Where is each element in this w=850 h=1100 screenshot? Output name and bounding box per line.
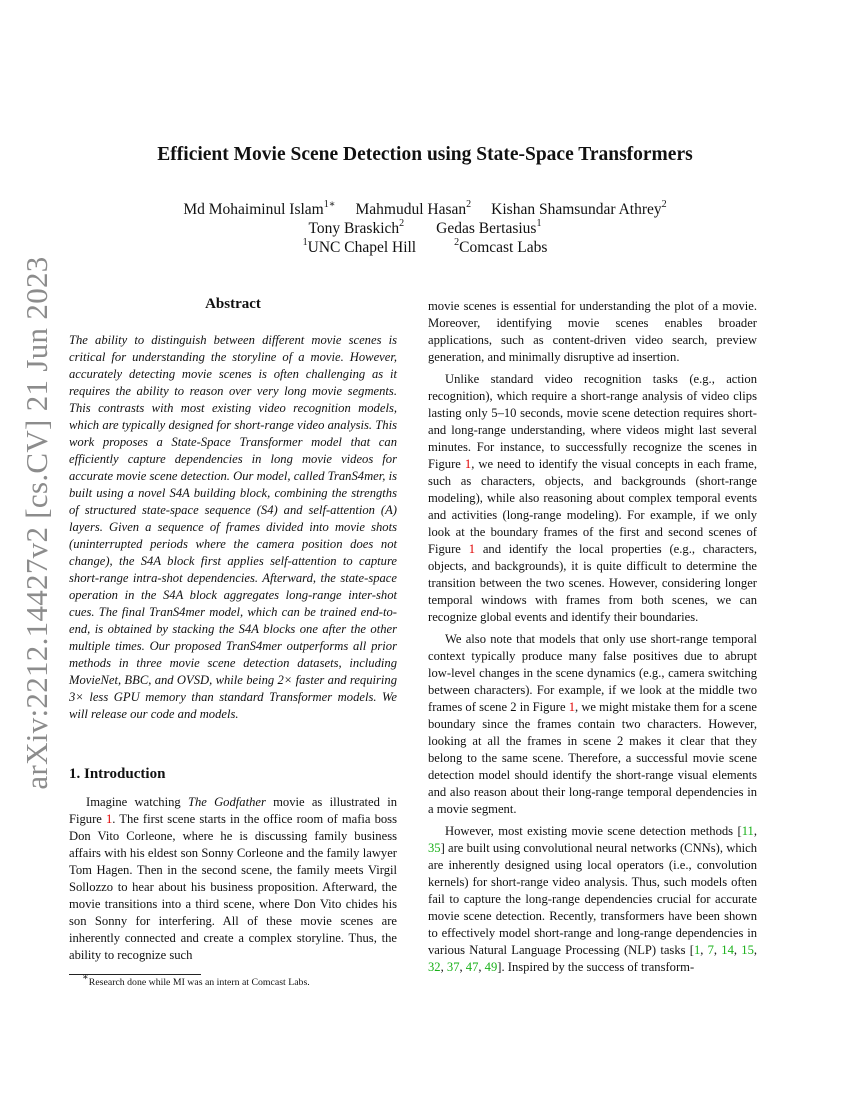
figure-ref-link[interactable]: 1 — [464, 457, 472, 471]
affiliation-sup: 1 — [302, 236, 308, 248]
citation-link[interactable]: 1 — [693, 943, 701, 957]
right-column — [428, 298, 757, 981]
author-name: Md Mohaiminul Islam — [183, 201, 324, 218]
authors-line-1 — [0, 200, 850, 220]
citation-link[interactable]: 47 — [465, 960, 479, 974]
citation-link[interactable]: 11 — [741, 824, 754, 838]
author-sup: 2 — [661, 198, 667, 210]
author-sup: 1 — [536, 217, 542, 229]
figure-ref-link[interactable]: 1 — [105, 812, 113, 826]
footnote-mark: ∗ — [82, 971, 89, 983]
author-name: Gedas Bertasius — [436, 220, 537, 237]
affiliation-name: UNC Chapel Hill — [307, 239, 417, 256]
arxiv-stamp — [19, 255, 54, 790]
citation-link[interactable]: 15 — [741, 943, 754, 957]
citation-link[interactable]: 35 — [428, 841, 441, 855]
figure-ref-link[interactable]: 1 — [568, 700, 575, 714]
citation-link[interactable]: 49 — [484, 960, 498, 974]
footnote — [82, 971, 310, 988]
author-name: Tony Braskich — [308, 220, 400, 237]
figure-ref-link[interactable]: 1 — [468, 542, 475, 556]
paper-title: Efficient Movie Scene Detection using State-Space Transformers — [157, 144, 693, 165]
introduction-body — [69, 794, 397, 964]
right-paragraph-1: movie scenes is essential for understanding the plot of a movie. Moreover, identifying movie scenes enables broader applications, such as content-driven video search, preview generation, and minimally disruptive ad insertion. — [428, 299, 757, 364]
abstract-heading: Abstract — [205, 296, 261, 312]
author-sup: 1∗ — [323, 198, 336, 210]
abstract-body — [69, 332, 397, 723]
arxiv-stamp-text: arXiv:2212.14427v2 [cs.CV] 21 Jun 2023 — [19, 255, 54, 790]
introduction-heading: 1. Introduction — [69, 766, 166, 782]
right-paragraph-4: However, most existing movie scene detection methods [11, 35] are built using convolutional neural networks (CNNs), which are inherently designed using local operators (i.e., convolution kernels) for short-range video analysis. Thus, such models often fail to capture the long-range dependencies crucial for accurate movie scene detection. Recently, transformers have been shown to effectively model short-range and long-range dependencies in various Natural Language Processing (NLP) tasks [1, 7, 14, 15, 32, 37, 47, 49]. Inspired by the success of transform- — [428, 824, 758, 974]
citation-link[interactable]: 32 — [428, 960, 441, 974]
author-sup: 2 — [399, 217, 405, 229]
affiliation-sup: 2 — [454, 236, 460, 248]
right-paragraph-2: Unlike standard video recognition tasks (e.g., action recognition), which require a short-range analysis of video clips lasting only 5–10 seconds, movie scene detection requires short- and long-range understanding, where videos might last several minutes. For instance, to successfully recognize the scenes in Figure 1, we need to identify the visual concepts in each frame, such as characters, objects, and backgrounds (short-range modeling), while also reasoning about complex temporal events and activities (long-range modeling). For example, if we only look at the boundary frames of the first and second scenes of Figure 1 and identify the local properties (e.g., characters, objects, and backgrounds), it is quite difficult to determine the transition between the two scenes. However, considering longer temporal windows with frames from both scenes, we can recognize global events and identify their boundaries. — [428, 372, 757, 624]
author-sup: 2 — [466, 198, 472, 210]
affiliations — [0, 238, 850, 258]
intro-paragraph-1: Imagine watching The Godfather movie as illustrated in Figure 1. The first scene starts in the office room of mafia boss Don Vito Corleone, where he is discussing family business affairs with his eldest son Sonny Corleone and the family lawyer Tom Hagen. Then in the second scene, the family meets Virgil Sollozzo to hear about his business proposition. Afterward, the movie transitions into a third scene, where Don Vito chides his son Sonny for interfering. All of these movie scenes are inherently connected and create a complex storyline. Thus, the ability to recognize such — [69, 795, 397, 962]
affiliation-name: Comcast Labs — [459, 239, 548, 256]
citation-link[interactable]: 14 — [721, 943, 734, 957]
movie-title: The Godfather — [187, 795, 266, 809]
abstract-text: The ability to distinguish between different movie scenes is critical for understanding the storyline of a movie. However, accurately detecting movie scenes is often challenging as it requires the ability to reason over very long movie segments. This contrasts with most existing video recognition models, which are typically designed for short-range video analysis. This work proposes a State-Space Transformer model that can efficiently capture dependencies in long movie videos for accurate movie scene detection. Our model, called TranS4mer, is built using a novel S4A building block, combining the strengths of structured state-space sequence (S4) and self-attention (A) layers. Given a sequence of frames divided into movie shots (uninterrupted periods where the camera position does not change), the S4A block first applies self-attention to capture short-range intra-shot dependencies. Afterward, the state-space operation in the S4A block aggregates long-range inter-shot cues. The final TranS4mer model, which can be trained end-to-end, is obtained by stacking the S4A blocks one after the other multiple times. Our proposed TranS4mer outperforms all prior methods in three movie scene detection datasets, including MovieNet, BBC, and OVSD, while being 2× faster and requiring 3× less GPU memory than standard Transformer models. We will release our code and models. — [69, 333, 397, 721]
authors-line-2 — [0, 219, 850, 239]
right-paragraph-3: We also note that models that only use short-range temporal context typically produce many false positives due to abrupt low-level changes in the scene dynamics (e.g., camera switching between characters). For example, if we look at the middle two frames of scene 2 in Figure 1, we might mistake them for a scene boundary since the frames contain two characters. However, looking at all the frames in scene 2 makes it clear that they belong to the same scene. Therefore, a successful movie scene detection model should identify the short-range visual elements and also reason about their long-range temporal dependencies in a movie segment. — [428, 632, 757, 816]
citation-link[interactable]: 7 — [707, 943, 714, 957]
author-name: Kishan Shamsundar Athrey — [491, 201, 662, 218]
citation-link[interactable]: 37 — [446, 960, 460, 974]
author-name: Mahmudul Hasan — [355, 201, 467, 218]
footnote-text: Research done while MI was an intern at Comcast Labs. — [88, 977, 310, 988]
